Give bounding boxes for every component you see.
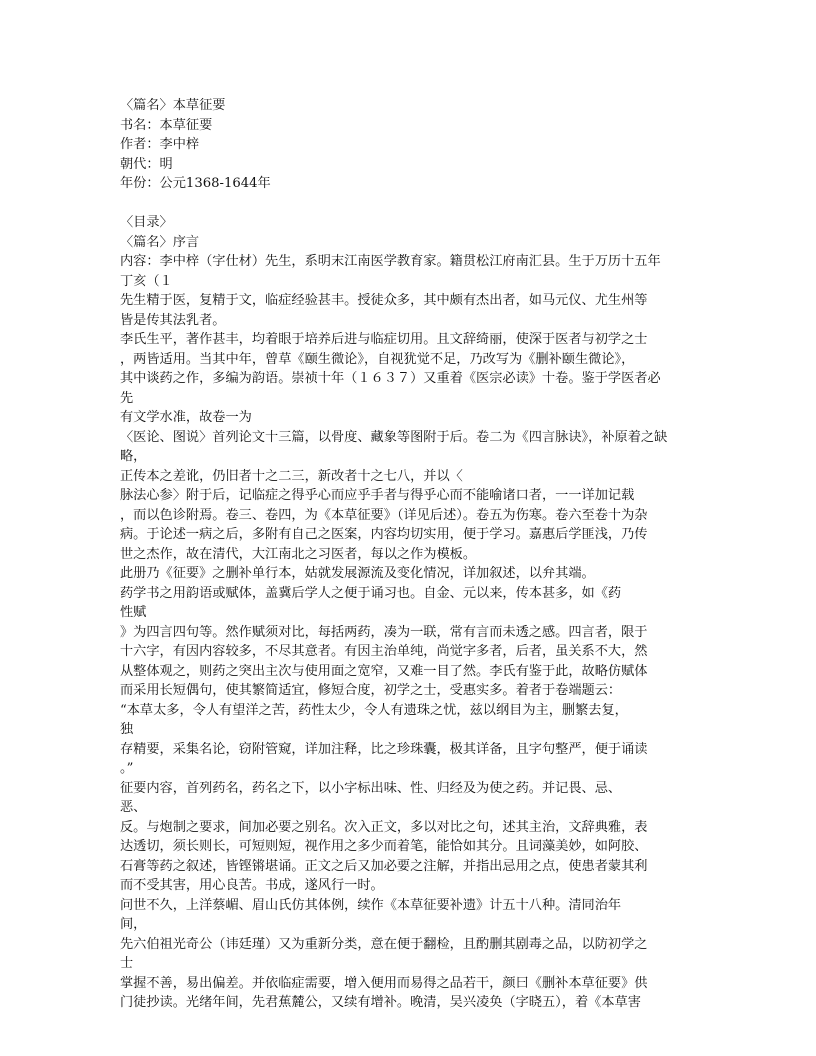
author-line: 作者：李中梓 bbox=[120, 137, 200, 152]
section-title: 〈篇名〉序言 bbox=[120, 234, 200, 250]
body-line: 掌握不善，易出偏差。并依临症需要，增入便用而易得之品若干，颜曰《删补本草征要》供 bbox=[120, 975, 648, 991]
body-line: 石膏等药之叙述，皆铿锵堪诵。正文之后又加必要之注解，并指出忌用之点，使患者蒙其利 bbox=[120, 858, 648, 874]
dynasty-line: 朝代：明 bbox=[120, 156, 173, 172]
body-line: 此册乃《征要》之删补单行本，姑就发展源流及变化情况，详加叙述，以弁其端。 bbox=[120, 566, 595, 581]
body-line: 独 bbox=[120, 722, 134, 737]
body-line: 先生精于医，复精于文，临症经验甚丰。授徒众多，其中颇有杰出者，如马元仪、尤生州等 bbox=[120, 293, 648, 308]
body-line: 先 bbox=[120, 390, 134, 406]
body-line: 〈医论、图说〉首列论文十三篇，以骨度、藏象等图附于后。卷二为《四言脉诀》，补原着之缺 bbox=[120, 429, 668, 445]
body-line: 达透切，须长则长，可短则短，视作用之多少而着笔，能恰如其分。且词藻美妙，如阿胶、 bbox=[120, 839, 648, 854]
body-line: 反。与炮制之要求，间加必要之别名。次入正文，多以对比之句，述其主治，文辞典雅，表 bbox=[120, 819, 648, 835]
body-line: 性赋 bbox=[120, 605, 147, 620]
chapter-title: 〈篇名〉本草征要 bbox=[120, 98, 226, 113]
body-line: 门徒抄读。光绪年间，先君蕉麓公，又续有增补。晚清，吴兴凌奂（字晓五），着《本草害 bbox=[120, 995, 641, 1010]
body-line: 脉法心参〉附于后，记临症之得乎心而应乎手者与得乎心而不能喻诸口者，一一详加记载 bbox=[120, 488, 635, 503]
body-line: 问世不久，上洋蔡嵋、眉山氏仿其体例，续作《本草征要补遗》计五十八种。清同治年 bbox=[120, 897, 622, 913]
body-line: “本草太多，令人有望洋之苦，药性太少，令人有遗珠之忧，兹以纲目为主，删繁去复， bbox=[120, 702, 628, 718]
body-line: 存精要，采集名论，窃附管窥，详加注释，比之珍珠囊，极其详备，且字句整严，便于诵读 bbox=[120, 741, 648, 757]
body-line: 间， bbox=[120, 917, 147, 932]
body-line: 。” bbox=[120, 761, 134, 776]
body-line: 正传本之差讹，仍旧者十之二三，新改者十之七八，并以〈 bbox=[120, 468, 463, 484]
body-line: 而不受其害，用心良苦。书成，遂风行一时。 bbox=[120, 878, 384, 893]
body-line: 世之杰作，故在清代，大江南北之习医者，每以之作为模板。 bbox=[120, 546, 477, 562]
year-line: 年份：公元1368-1644年 bbox=[120, 176, 271, 191]
book-title: 书名：本草征要 bbox=[120, 117, 213, 133]
body-line: ，而以色诊附焉。卷三、卷四，为《本草征要》（详见后述）。卷五为伤寒。卷六至卷十为杂 bbox=[120, 507, 648, 523]
body-line: 其中谈药之作，多编为韵语。崇祯十年（１６３７）又重着《医宗必读》十卷。鉴于学医者必 bbox=[120, 371, 661, 386]
document-page bbox=[120, 96, 696, 1013]
body-line: 士 bbox=[120, 956, 134, 971]
spacer bbox=[120, 194, 696, 214]
toc-label: 〈目录〉 bbox=[120, 215, 173, 230]
body-line: 从整体观之，则药之突出主次与使用面之宽窄，又难一目了然。李氏有鉴于此，故略仿赋体 bbox=[120, 663, 648, 679]
body-line: 药学书之用韵语或赋体，盖冀后学人之便于诵习也。自金、元以来，传本甚多，如《药 bbox=[120, 585, 622, 601]
body-line: 》为四言四句等。然作赋须对比，每括两药，凑为一联，常有言而未透之感。四言者，限于 bbox=[120, 624, 648, 640]
body-line: ，两皆适用。当其中年，曾草《颐生微论》，自视犹觉不足，乃改写为《删补颐生微论》， bbox=[120, 351, 635, 367]
body-line: 略， bbox=[120, 449, 147, 464]
body-line: 皆是传其法乳者。 bbox=[120, 312, 226, 328]
body-line: 而采用长短偶句，使其繁简适宜，修短合度，初学之士，受惠实多。着者于卷端题云： bbox=[120, 683, 622, 698]
body-line: 李氏生平，著作甚丰，均着眼于培养后进与临症切用。且文辞绮丽，使深于医者与初学之士 bbox=[120, 332, 648, 347]
body-text bbox=[120, 252, 696, 1013]
body-line: 有文学水准，故卷一为 bbox=[120, 410, 252, 425]
body-line: 内容：李中梓（字仕材）先生，系明末江南医学教育家。籍贯松江府南汇县。生于万历十五年 bbox=[120, 254, 661, 269]
body-line: 十六字，有因内容较多，不尽其意者。有因主治单纯，尚觉字多者，后者，虽关系不大，然 bbox=[120, 644, 648, 659]
body-line: 征要内容，首列药名，药名之下，以小字标出味、性、归经及为使之药。并记畏、忌、 bbox=[120, 780, 622, 796]
body-line: 丁亥（１ bbox=[120, 273, 173, 289]
body-line: 恶、 bbox=[120, 800, 147, 815]
body-line: 病。于论述一病之后，多附有自己之医案，内容均切实用，便于学习。嘉惠后学匪浅，乃传 bbox=[120, 527, 648, 542]
body-line: 先六伯祖光奇公（讳廷瑾）又为重新分类，意在便于翻检，且酌删其剧毒之品，以防初学之 bbox=[120, 936, 648, 952]
